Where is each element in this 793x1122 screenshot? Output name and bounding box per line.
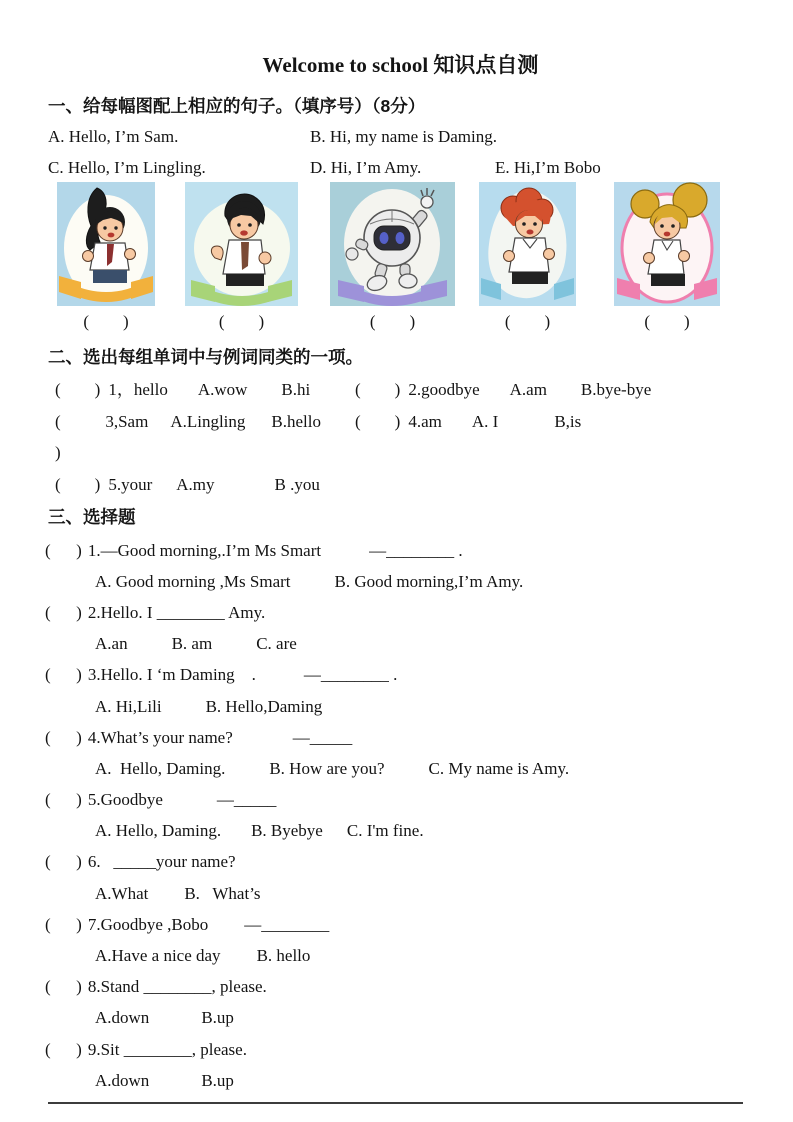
question-text: 1.—Good morning,.I’m Ms Smart [87,540,322,560]
option-b: B. hello [256,946,311,966]
option-a: A.an [95,634,128,654]
option-b: B.hi [281,380,311,399]
option-b: B.bye-bye [580,380,652,399]
answer-bracket-2: ( ) [218,312,265,331]
picture-girl-blonde-buns [614,182,720,306]
section2-row-1 [55,374,753,406]
question-9-options [45,1065,753,1096]
question-blank: —_____ [216,790,277,810]
girl-black-ponytail-image [57,182,155,306]
question-5-stem [45,785,753,816]
answer-bracket: ( ) [45,665,82,685]
option-b: B. What’s [184,883,261,903]
section2-item-5 [55,469,354,501]
option-a: A.wow [197,380,248,399]
option-a: A.down [95,1070,150,1090]
question-7-stem [45,909,753,940]
picture-boy-black-hair [185,182,298,306]
option-c: C. I'm fine. [346,821,424,841]
question-blank: —_____ [292,727,353,747]
question-text: 4.What’s your name? [87,727,233,747]
section2-item-4 [355,406,615,469]
question-2-stem [45,597,753,628]
answer-bracket: ( ) [55,411,95,462]
option-b: B. Good morning,I’m Amy. [334,571,524,591]
picture-robot-waving [330,182,455,306]
answer-bracket-5: ( ) [644,312,690,331]
question-2-options [45,629,753,660]
picture-row [57,182,753,306]
boy-black-hair-image [185,182,298,306]
answer-bracket: ( ) [45,727,82,747]
question-7-options [45,940,753,971]
bottom-rule [48,1102,743,1104]
option-b: B,is [554,411,582,431]
sentence-c: C. Hello, I’m Lingling. [48,158,206,177]
picture-answer-brackets [57,309,753,335]
option-b: B. Hello,Daming [205,696,323,716]
sentence-a: A. Hello, I’m Sam. [48,127,179,146]
answer-bracket: ( ) [55,380,101,399]
question-blank: —________ . [369,540,463,560]
sentence-d: D. Hi, I’m Amy. [310,158,422,177]
question-3-stem [45,660,753,691]
section1-heading: 一、给每幅图配上相应的句子。（填序号）（8分） [48,96,426,116]
option-a: A.Have a nice day [95,946,221,966]
question-text: 6. _____your name? [87,852,236,872]
option-c: C. My name is Amy. [428,758,570,778]
question-text: 9.Sit ________, please. [87,1039,247,1059]
sentence-b: B. Hi, my name is Daming. [310,127,497,146]
question-4-options [45,753,753,784]
question-3-options [45,691,753,722]
boy-red-curly-hair-image [479,182,576,306]
option-b: B.up [201,1070,234,1090]
question-text: 3.Hello. I ‘m Daming . [87,665,256,685]
item-word: 2.goodbye [408,380,480,399]
section2-item-2 [355,374,685,406]
question-8-stem [45,972,753,1003]
section2-item-1 [55,374,355,406]
question-text: 2.Hello. I ________ Amy. [87,602,266,622]
option-a: A.Lingling [170,411,246,431]
section3-questions [45,535,753,1096]
option-a: A.am [509,380,547,399]
item-word: 4.am [408,411,442,431]
option-a: A.What [95,883,149,903]
section1-sentence-row-2 [48,157,753,179]
answer-bracket: ( ) [45,790,82,810]
worksheet-content [0,50,793,1104]
option-b: B.hello [271,411,321,431]
option-b: B. Byebye [251,821,323,841]
section1-sentence-row-1 [48,126,753,148]
question-text: 8.Stand ________, please. [87,977,267,997]
robot-waving-image [330,182,455,306]
option-a: A.my [176,474,215,494]
answer-bracket-3: ( ) [369,312,416,331]
question-9-stem [45,1034,753,1065]
option-b: B. am [171,634,213,654]
question-blank: —________ . [303,665,398,685]
option-a: A. I [471,411,499,431]
answer-bracket: ( ) [355,380,401,399]
answer-bracket: ( ) [55,474,101,494]
answer-bracket: ( ) [355,411,401,431]
item-word: 3,Sam [105,411,149,431]
option-b: B. How are you? [269,758,385,778]
option-a: A. Hello, Daming. [95,821,222,841]
question-blank: —________ [244,914,330,934]
answer-bracket-1: ( ) [83,312,129,331]
answer-bracket: ( ) [45,602,82,622]
answer-bracket: ( ) [45,914,82,934]
section2-row-2 [55,406,753,469]
section2-row-3 [55,469,753,501]
answer-bracket-4: ( ) [504,312,551,331]
answer-bracket: ( ) [45,852,82,872]
question-8-options [45,1003,753,1034]
section2-heading: 二、选出每组单词中与例词同类的一项。 [48,347,363,367]
option-a: A. Hello, Daming. [95,758,226,778]
question-6-stem [45,847,753,878]
option-a: A. Hi,Lili [95,696,162,716]
answer-bracket: ( ) [45,1039,82,1059]
section3-heading: 三、选择题 [48,507,136,527]
option-b: B.up [201,1008,234,1028]
question-4-stem [45,722,753,753]
option-b: B .you [274,474,320,494]
question-6-options [45,878,753,909]
item-word: 1，hello [108,380,168,399]
girl-blonde-buns-image [614,182,720,306]
question-text: 5.Goodbye [87,790,163,810]
answer-bracket: ( ) [45,977,82,997]
question-1-options [45,566,753,597]
question-5-options [45,816,753,847]
question-1-stem [45,535,753,566]
picture-girl-black-ponytail [57,182,155,306]
option-a: A.down [95,1008,150,1028]
option-a: A. Good morning ,Ms Smart [95,571,291,591]
item-word: 5.your [108,474,153,494]
section2-item-3 [55,406,355,469]
sentence-e: E. Hi,I’m Bobo [495,158,601,177]
picture-boy-red-curly-hair [479,182,576,306]
answer-bracket: ( ) [45,540,82,560]
page-title: Welcome to school 知识点自测 [262,53,539,77]
option-c: C. are [256,634,297,654]
question-text: 7.Goodbye ,Bobo [87,914,209,934]
